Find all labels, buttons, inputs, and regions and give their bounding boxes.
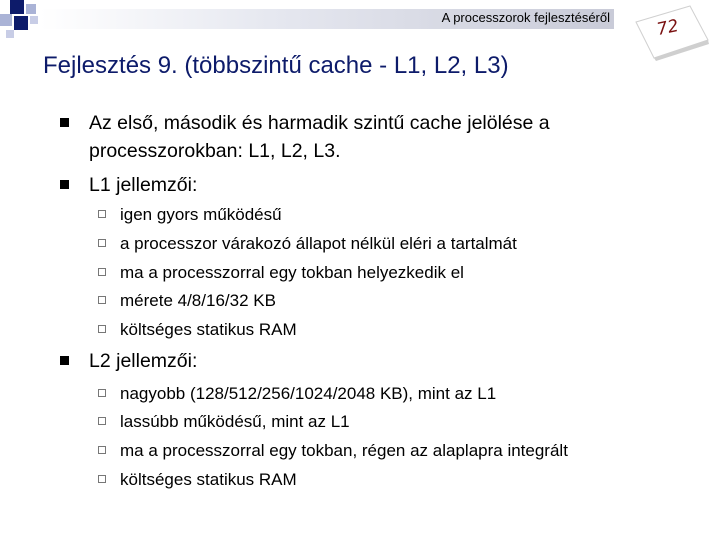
hollow-square-bullet-icon	[98, 325, 106, 333]
bullet-text: Az első, második és harmadik szintű cache jelölése a processzorokban: L1, L2, L3.	[89, 112, 550, 162]
page-number: 72	[655, 15, 681, 41]
square-bullet-icon	[60, 180, 69, 189]
hollow-square-bullet-icon	[98, 417, 106, 425]
hollow-square-bullet-icon	[98, 268, 106, 276]
header-text: A processzorok fejlesztéséről	[441, 10, 610, 25]
hollow-square-bullet-icon	[98, 239, 106, 247]
hollow-square-bullet-icon	[98, 296, 106, 304]
hollow-square-bullet-icon	[98, 210, 106, 218]
hollow-square-bullet-icon	[98, 446, 106, 454]
sub-bullet-text: a processzor várakozó állapot nélkül eléri a tartalmát	[120, 234, 517, 253]
sub-bullet-text: lassúbb működésű, mint az L1	[120, 412, 350, 431]
square-bullet-icon	[60, 356, 69, 365]
sub-bullet-text: ma a processzorral egy tokban helyezkedik el	[120, 263, 464, 282]
bullet-text: L2 jellemzői:	[89, 350, 198, 372]
bullet-text: L1 jellemzői:	[89, 174, 198, 196]
slide-title: Fejlesztés 9. (többszintű cache - L1, L2, L3)	[43, 52, 509, 79]
square-bullet-icon	[60, 118, 69, 127]
hollow-square-bullet-icon	[98, 475, 106, 483]
sub-bullet-text: igen gyors működésű	[120, 205, 282, 224]
sub-bullet-text: mérete 4/8/16/32 KB	[120, 291, 276, 310]
sub-bullet-text: nagyobb (128/512/256/1024/2048 KB), mint az L1	[120, 384, 497, 403]
sub-bullet-text: ma a processzorral egy tokban, régen az alaplapra integrált	[120, 441, 568, 460]
sub-bullet-text: költséges statikus RAM	[120, 320, 297, 339]
hollow-square-bullet-icon	[98, 389, 106, 397]
sub-bullet-text: költséges statikus RAM	[120, 470, 297, 489]
